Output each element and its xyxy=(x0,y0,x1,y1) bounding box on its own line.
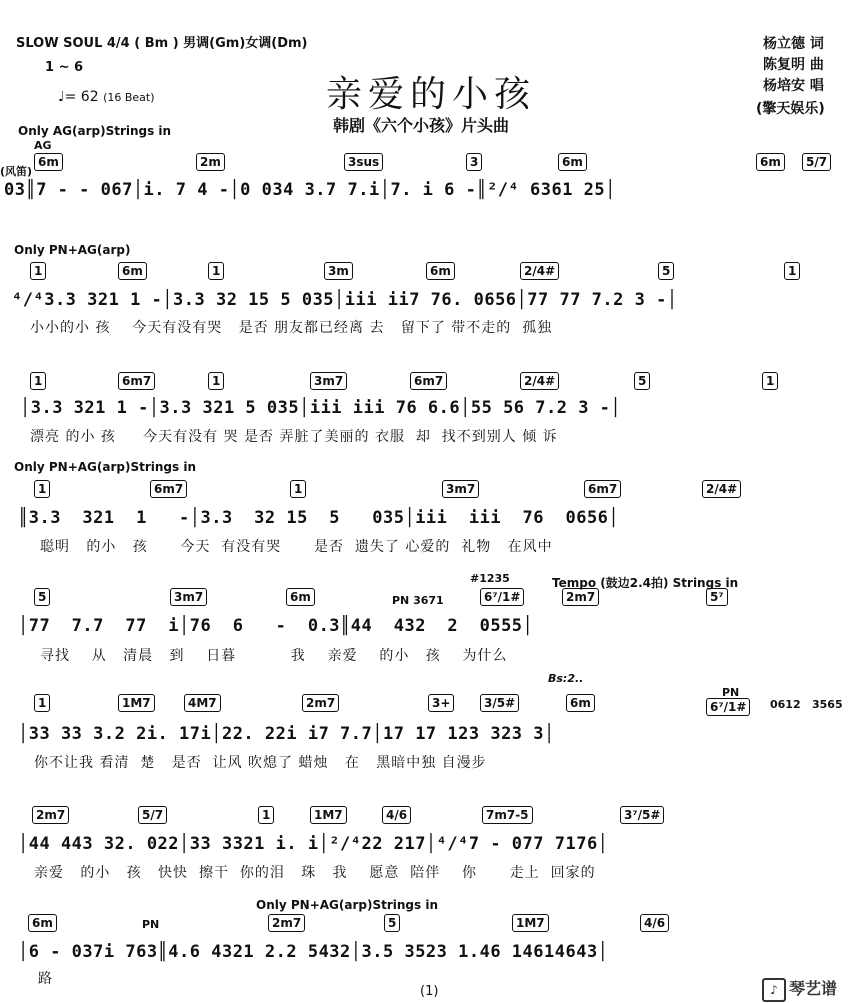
bass-note: Bs:2.. xyxy=(548,672,584,685)
lyrics-line: 寻找 从 清晨 到 日暮 我 亲爱 的小 孩 为什么 xyxy=(40,648,508,664)
chord-box: 2m xyxy=(196,153,225,171)
chord-box: 5/7 xyxy=(138,806,167,824)
notation-line: │77 7.7 77 i│76 6 - 0.3║44 432 2 0555│ xyxy=(18,616,534,636)
chord-box: 6m xyxy=(426,262,455,280)
label-credit: (擎天娱乐) xyxy=(756,101,825,117)
chord-box: 4M7 xyxy=(184,694,221,712)
lyrics-line: 聪明 的小 孩 今天 有没有哭 是否 遗失了 心爱的 礼物 在风中 xyxy=(40,539,553,555)
logo-text: 琴艺谱 xyxy=(789,979,838,998)
chord-box: 1 xyxy=(34,480,50,498)
chord-box: 6⁷/1# xyxy=(480,588,524,606)
song-meta: SLOW SOUL 4/4 ( Bm ) 男调(Gm)女调(Dm) xyxy=(16,36,308,51)
song-subtitle: 韩剧《六个小孩》片头曲 xyxy=(333,116,510,135)
qinyi-logo-icon: ♪ xyxy=(762,978,786,1002)
page-number: (1) xyxy=(420,984,439,999)
lyrics-line: 亲爱 的小 孩 快快 擦干 你的泪 珠 我 愿意 陪伴 你 走上 回家的 xyxy=(34,865,596,881)
chord-box: 6m xyxy=(28,914,57,932)
chord-box: 6m xyxy=(118,262,147,280)
small-notation: 0612 xyxy=(770,698,801,711)
chord-box: 1M7 xyxy=(512,914,549,932)
left-label: (风笛) xyxy=(0,165,33,178)
instrument-instruction: Only PN+AG(arp)Strings in xyxy=(256,898,438,912)
chord-box: 1 xyxy=(34,694,50,712)
chord-box: 2/4# xyxy=(702,480,741,498)
chord-box: 6m xyxy=(566,694,595,712)
small-notation: 3565 xyxy=(812,698,843,711)
chord-box: 4/6 xyxy=(382,806,411,824)
chord-box: 3sus xyxy=(344,153,383,171)
chord-box: 3⁷/5# xyxy=(620,806,664,824)
lyrics-line: 路 xyxy=(38,971,53,987)
chord-box: 5 xyxy=(658,262,674,280)
instrument-sub: AG xyxy=(34,139,52,152)
chord-box: 5/7 xyxy=(802,153,831,171)
notation-line: │6 - 037i 763║4.6 4321 2.2 5432│3.5 3523 1.46 14614643│ xyxy=(18,942,609,962)
song-title: 亲爱的小孩 xyxy=(326,74,537,115)
chord-box: 2m7 xyxy=(268,914,305,932)
tempo-value: ♩= 62 xyxy=(58,89,99,105)
small-notation: #1235 xyxy=(470,572,510,585)
notation-line: 03║7 - - 067│i. 7 4 -│0 034 3.7 7.i│7. i 6 -║²/⁴ 6361 25│ xyxy=(4,180,616,200)
vocal-range: 1 ~ 6 xyxy=(45,60,84,75)
lyrics-line: 小小的小 孩 今天有没有哭 是否 朋友都已经离 去 留下了 带不走的 孤独 xyxy=(30,320,553,336)
instrument-instruction: Only AG(arp)Strings in xyxy=(18,124,172,138)
chord-box: 6⁷/1# xyxy=(706,698,750,716)
chord-box: 5⁷ xyxy=(706,588,728,606)
lyricist-credit: 杨立德 词 xyxy=(763,36,824,52)
small-notation: PN 3671 xyxy=(392,594,444,607)
notation-line: ⁴/⁴3.3 321 1 -│3.3 32 15 5 035│iii ii7 76. 0656│77 77 7.2 3 -│ xyxy=(12,290,678,310)
tempo-marking xyxy=(58,89,155,105)
chord-box: 6m7 xyxy=(150,480,187,498)
lyrics-line: 漂亮 的小 孩 今天有没有 哭 是否 弄脏了美丽的 衣服 却 找不到别人 倾 诉 xyxy=(30,429,558,445)
singer-credit: 杨培安 唱 xyxy=(763,78,824,94)
chord-box: 1 xyxy=(30,262,46,280)
chord-box: 1 xyxy=(208,262,224,280)
chord-box: 3m xyxy=(324,262,353,280)
chord-box: 3+ xyxy=(428,694,454,712)
chord-box: 3m7 xyxy=(310,372,347,390)
small-notation: PN xyxy=(722,686,740,699)
chord-box: 3/5# xyxy=(480,694,519,712)
chord-box: 6m xyxy=(286,588,315,606)
composer-credit: 陈复明 曲 xyxy=(763,57,824,73)
chord-box: 1 xyxy=(258,806,274,824)
chord-box: 5 xyxy=(634,372,650,390)
chord-box: 6m xyxy=(558,153,587,171)
chord-box: 5 xyxy=(384,914,400,932)
lyrics-line: 你不让我 看清 楚 是否 让风 吹熄了 蜡烛 在 黑暗中独 自漫步 xyxy=(34,755,487,771)
tempo-instruction: Tempo (鼓边2.4拍) Strings in xyxy=(552,576,739,590)
chord-box: 6m xyxy=(756,153,785,171)
notation-line: ║3.3 321 1 -│3.3 32 15 5 035│iii iii 76 0656│ xyxy=(18,508,620,528)
chord-box: 1 xyxy=(762,372,778,390)
chord-box: 6m xyxy=(34,153,63,171)
small-notation: PN xyxy=(142,918,160,931)
instrument-instruction: Only PN+AG(arp) xyxy=(14,243,131,257)
chord-box: 2/4# xyxy=(520,262,559,280)
chord-box: 3m7 xyxy=(170,588,207,606)
chord-box: 3 xyxy=(466,153,482,171)
chord-box: 4/6 xyxy=(640,914,669,932)
site-logo xyxy=(762,976,837,1002)
chord-box: 6m7 xyxy=(118,372,155,390)
chord-box: 2m7 xyxy=(302,694,339,712)
chord-box: 1 xyxy=(30,372,46,390)
chord-box: 1 xyxy=(208,372,224,390)
chord-box: 1M7 xyxy=(310,806,347,824)
chord-box: 3m7 xyxy=(442,480,479,498)
notation-line: │44 443 32. 022│33 3321 i. i│²/⁴22 217│⁴/⁴7 - 077 7176│ xyxy=(18,834,609,854)
chord-box: 1 xyxy=(784,262,800,280)
instrument-instruction: Only PN+AG(arp)Strings in xyxy=(14,460,196,474)
chord-box: 2m7 xyxy=(562,588,599,606)
chord-box: 6m7 xyxy=(584,480,621,498)
chord-box: 6m7 xyxy=(410,372,447,390)
chord-box: 2/4# xyxy=(520,372,559,390)
chord-box: 5 xyxy=(34,588,50,606)
tempo-note: (16 Beat) xyxy=(103,91,155,104)
chord-box: 1M7 xyxy=(118,694,155,712)
notation-line: │33 33 3.2 2i. 17i│22. 22i i7 7.7│17 17 123 323 3│ xyxy=(18,724,555,744)
chord-box: 7m7-5 xyxy=(482,806,533,824)
chord-box: 1 xyxy=(290,480,306,498)
chord-box: 2m7 xyxy=(32,806,69,824)
notation-line: │3.3 321 1 -│3.3 321 5 035│iii iii 76 6.6│55 56 7.2 3 -│ xyxy=(20,398,622,418)
